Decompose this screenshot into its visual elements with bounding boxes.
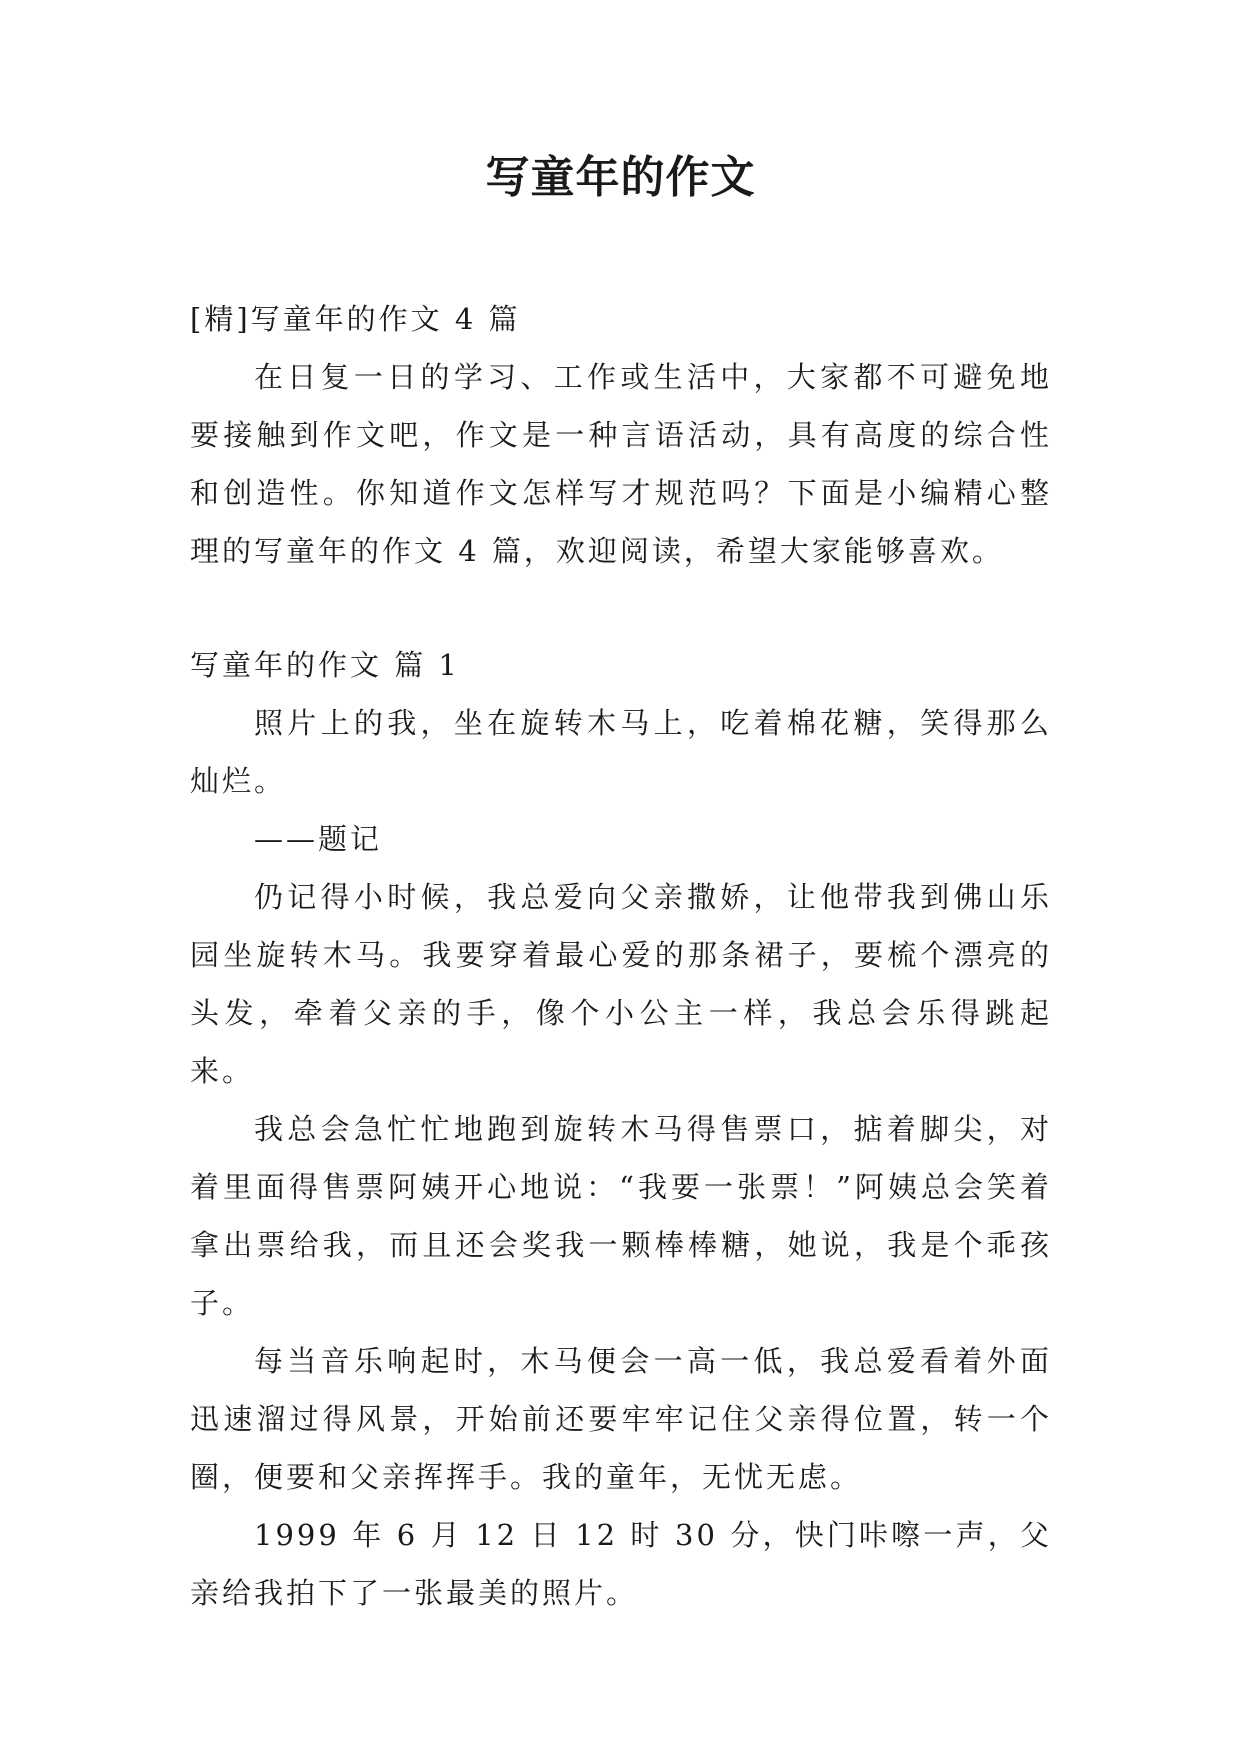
intro-paragraph: 在日复一日的学习、工作或生活中，大家都不可避免地要接触到作文吧，作文是一种言语活动，具有高度的综合性和创造性。你知道作文怎样写才规范吗？下面是小编精心整理的写童年的作文 4 篇，欢迎阅读，希望大家能够喜欢。	[190, 360, 1052, 568]
paragraph: 每当音乐响起时，木马便会一高一低，我总爱看着外面迅速溜过得风景，开始前还要牢牢记住父亲得位置，转一个圈，便要和父亲挥挥手。我的童年，无忧无虑。	[190, 1344, 1052, 1494]
paragraph: 我总会急忙忙地跑到旋转木马得售票口，掂着脚尖，对着里面得售票阿姨开心地说：“我要一张票！”阿姨总会笑着拿出票给我，而且还会奖我一颗棒棒糖，她说，我是个乖孩子。	[190, 1112, 1052, 1320]
paragraph: 照片上的我，坐在旋转木马上，吃着棉花糖，笑得那么灿烂。	[190, 706, 1052, 798]
document-title: 写童年的作文	[485, 152, 756, 203]
document-body	[190, 290, 1052, 1622]
section-heading: 写童年的作文 篇 1	[190, 648, 460, 682]
article-subtitle: [精]写童年的作文 4 篇	[190, 302, 521, 336]
paragraph: 仍记得小时候，我总爱向父亲撒娇，让他带我到佛山乐园坐旋转木马。我要穿着最心爱的那条裙子，要梳个漂亮的头发，牵着父亲的手，像个小公主一样，我总会乐得跳起来。	[190, 880, 1052, 1088]
epigraph-attribution: ——题记	[254, 822, 383, 856]
paragraph: 1999 年 6 月 12 日 12 时 30 分，快门咔嚓一声，父亲给我拍下了一张最美的照片。	[190, 1518, 1052, 1610]
